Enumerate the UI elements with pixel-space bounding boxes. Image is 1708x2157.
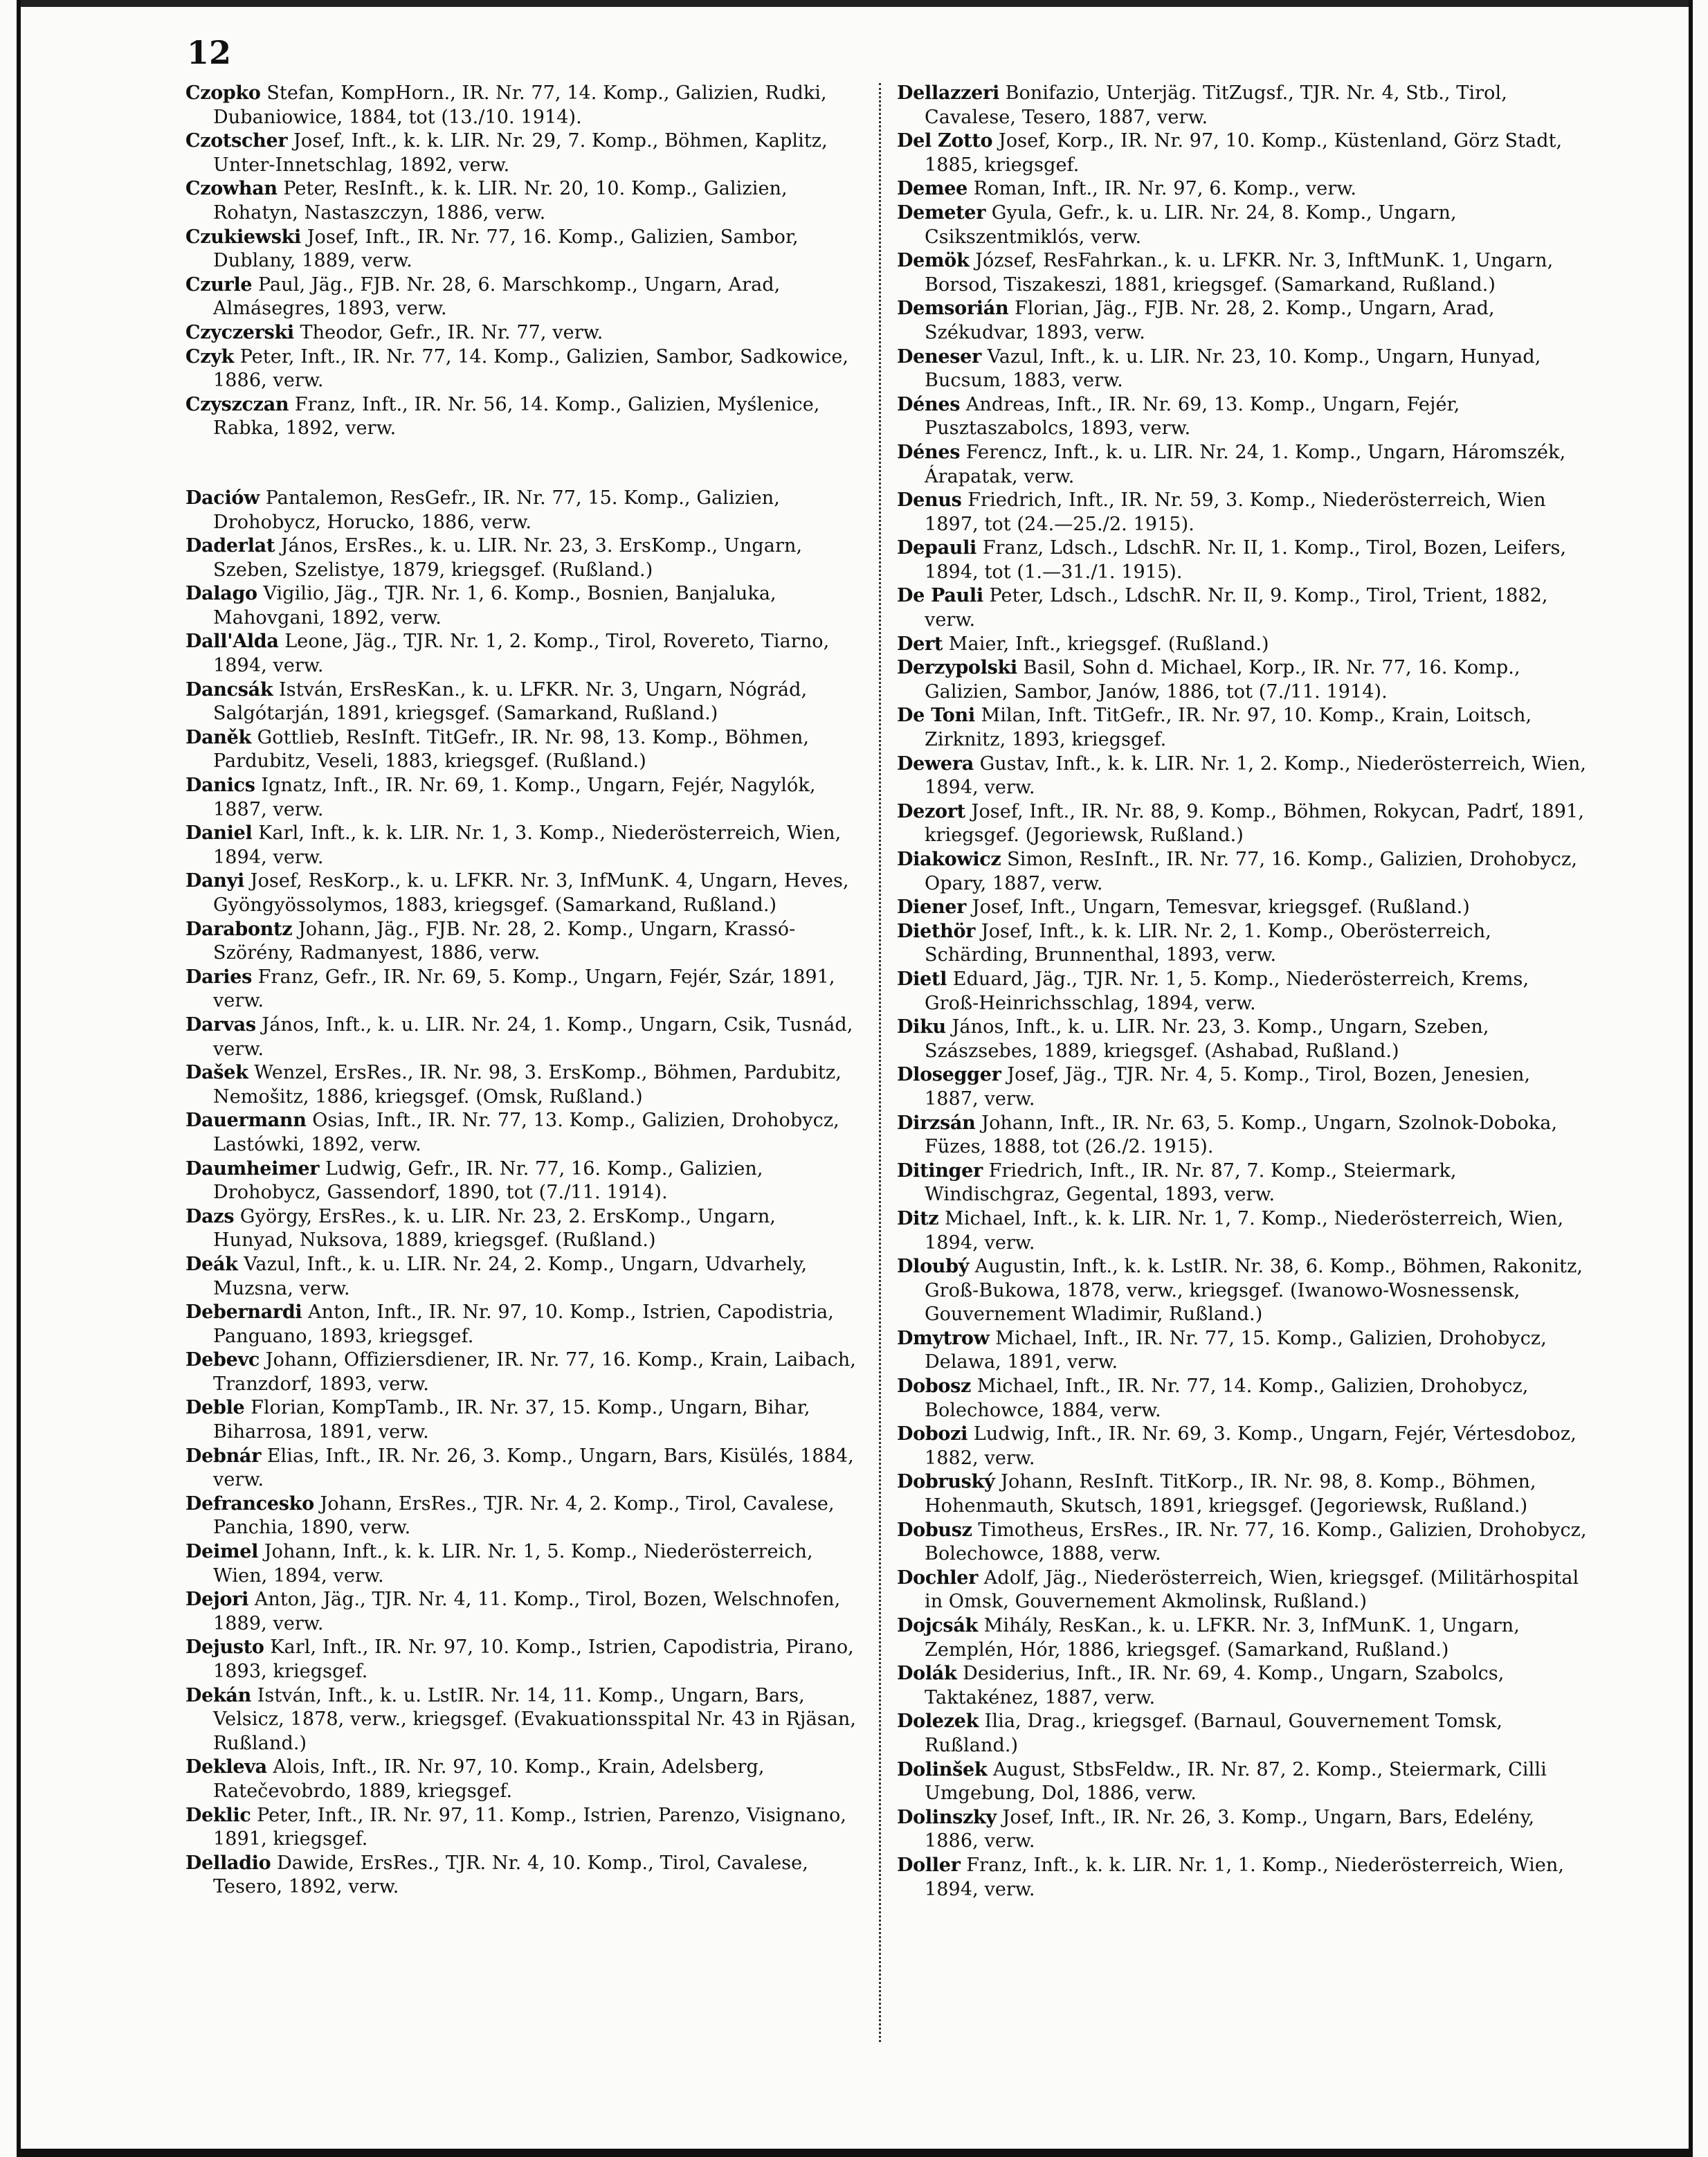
entry-surname: Czyszczan (185, 393, 289, 415)
entry-surname: Daniel (185, 822, 253, 845)
entry-details: István, Inft., k. u. LstIR. Nr. 14, 11. Komp., Ungarn, Bars, Velsicz, 1878, verw., kriegsgef. (Evakuationsspital Nr. 43 in Rjäsan, Rußland.) (213, 1684, 857, 1754)
entry-surname: Denus (897, 489, 962, 512)
entry-surname: Demsorián (897, 298, 1009, 320)
entry-surname: Dalago (185, 583, 257, 605)
entry-details: Andreas, Inft., IR. Nr. 69, 13. Komp., Ungarn, Fejér, Pusztaszabolcs, 1893, verw. (925, 393, 1460, 440)
page-number: 12 (187, 34, 232, 71)
register-entry (185, 630, 860, 678)
register-entry (185, 1061, 860, 1109)
entry-surname: Dlosegger (897, 1064, 1001, 1086)
entry-details: Bonifazio, Unterjäg. TitZugsf., TJR. Nr. 4, Stb., Tirol, Cavalese, Tesero, 1887, verw. (925, 82, 1507, 128)
entry-surname: De Pauli (897, 585, 983, 607)
register-entry (897, 441, 1589, 489)
entry-surname: Delladio (185, 1852, 271, 1874)
entry-details: Peter, Inft., IR. Nr. 77, 14. Komp., Galizien, Sambor, Sadkowice, 1886, verw. (213, 345, 849, 392)
entry-surname: Darvas (185, 1013, 256, 1036)
entry-details: Desiderius, Inft., IR. Nr. 69, 4. Komp., Ungarn, Szabolcs, Taktakénez, 1887, verw. (925, 1663, 1505, 1708)
scan-border-right (1689, 0, 1693, 2157)
entry-details: Florian, Jäg., FJB. Nr. 28, 2. Komp., Ungarn, Arad, Székudvar, 1893, verw. (925, 298, 1495, 343)
entry-details: Gustav, Inft., k. k. LIR. Nr. 1, 2. Komp., Niederösterreich, Wien, 1894, verw. (925, 752, 1587, 799)
register-entry (185, 1540, 860, 1588)
entry-details: Johann, Inft., k. k. LIR. Nr. 1, 5. Komp., Niederösterreich, Wien, 1894, verw. (213, 1541, 813, 1587)
entry-surname: Dénes (897, 441, 961, 463)
entry-surname: Dolezek (897, 1711, 979, 1733)
entry-details: György, ErsRes., k. u. LIR. Nr. 23, 2. ErsKomp., Ungarn, Hunyad, Nuksova, 1889, kriegsgef. (Rußland.) (213, 1205, 776, 1252)
register-entry (185, 273, 860, 321)
register-entry (185, 1804, 860, 1852)
register-entry (897, 129, 1589, 177)
entry-surname: Dejusto (185, 1636, 264, 1659)
entry-details: Vazul, Inft., k. u. LIR. Nr. 24, 2. Komp., Ungarn, Udvarhely, Muzsna, verw. (213, 1253, 808, 1299)
entry-details: Anton, Inft., IR. Nr. 97, 10. Komp., Istrien, Capodistria, Panguano, 1893, kriegsgef. (213, 1301, 834, 1347)
entry-details: Gottlieb, ResInft. TitGefr., IR. Nr. 98, 13. Komp., Böhmen, Pardubitz, Veseli, 1883, kriegsgef. (Rußland.) (213, 726, 809, 773)
register-entry (897, 800, 1589, 848)
entry-details: Osias, Inft., IR. Nr. 77, 13. Komp., Galizien, Drohobycz, Lastówki, 1892, verw. (213, 1110, 839, 1155)
register-entry (185, 82, 860, 129)
register-entry (897, 82, 1589, 129)
register-entry (897, 656, 1589, 704)
register-entry (897, 1207, 1589, 1255)
entry-surname: Dekán (185, 1684, 251, 1706)
register-entry (897, 920, 1589, 968)
entry-surname: Diku (897, 1016, 946, 1038)
entry-details: Franz, Gefr., IR. Nr. 69, 5. Komp., Ungarn, Fejér, Szár, 1891, verw. (213, 966, 835, 1012)
entry-surname: Czotscher (185, 130, 288, 152)
register-entry (897, 704, 1589, 752)
entry-surname: Czurle (185, 273, 253, 296)
register-entry (897, 1519, 1589, 1567)
entry-surname: Dolák (897, 1663, 957, 1685)
register-entry (185, 918, 860, 966)
register-entry (897, 1159, 1589, 1207)
register-entry (897, 1112, 1589, 1159)
register-entry (185, 1588, 860, 1636)
entry-details: Theodor, Gefr., IR. Nr. 77, verw. (293, 321, 603, 343)
register-entry (897, 584, 1589, 632)
register-entry (897, 1255, 1589, 1327)
entry-details: Johann, Offiziersdiener, IR. Nr. 77, 16. Komp., Krain, Laibach, Tranzdorf, 1893, verw. (213, 1349, 856, 1395)
entry-surname: Dert (897, 633, 943, 655)
entry-surname: Dietl (897, 968, 947, 990)
entry-surname: Deklic (185, 1804, 251, 1826)
register-entry (185, 582, 860, 630)
section-gap (185, 441, 860, 487)
entry-details: Basil, Sohn d. Michael, Korp., IR. Nr. 77, 16. Komp., Galizien, Sambor, Janów, 1886, tot (7./11. 1914). (925, 657, 1520, 703)
register-entry (185, 1348, 860, 1396)
register-entry (185, 1301, 860, 1348)
entry-surname: Dejori (185, 1589, 249, 1611)
left-column (185, 82, 860, 1899)
entry-surname: Czopko (185, 82, 261, 104)
entry-surname: Debnár (185, 1445, 262, 1467)
entry-details: Alois, Inft., IR. Nr. 97, 10. Komp., Krain, Adelsberg, Ratečevobrdo, 1889, kriegsgef. (213, 1756, 765, 1802)
entry-surname: Dazs (185, 1205, 235, 1227)
register-entry (897, 752, 1589, 800)
entry-surname: Dolinszky (897, 1806, 997, 1828)
scan-border-top (17, 0, 1693, 7)
entry-details: Mihály, ResKan., k. u. LFKR. Nr. 3, InfMunK. 1, Ungarn, Zemplén, Hór, 1886, kriegsgef. (Samarkand, Rußland.) (925, 1615, 1520, 1661)
register-entry (185, 345, 860, 393)
entry-surname: Dobruský (897, 1471, 995, 1493)
entry-surname: Dewera (897, 752, 974, 775)
entry-details: Vigilio, Jäg., TJR. Nr. 1, 6. Komp., Bosnien, Banjaluka, Mahovgani, 1892, verw. (213, 583, 776, 629)
entry-surname: Czyczerski (185, 321, 294, 343)
register-entry (897, 1806, 1589, 1854)
entry-details: Peter, ResInft., k. k. LIR. Nr. 20, 10. Komp., Galizien, Rohatyn, Nastaszczyn, 1886, verw. (213, 178, 788, 224)
register-entry (897, 393, 1589, 441)
entry-surname: Derzypolski (897, 657, 1017, 679)
register-entry (185, 487, 860, 534)
entry-details: Anton, Jäg., TJR. Nr. 4, 11. Komp., Tirol, Bozen, Welschnofen, 1889, verw. (213, 1589, 841, 1634)
register-entry (185, 774, 860, 822)
register-entry (185, 226, 860, 273)
register-entry (897, 896, 1589, 920)
entry-details: Franz, Inft., IR. Nr. 56, 14. Komp., Galizien, Myślenice, Rabka, 1892, verw. (213, 393, 820, 440)
entry-details: Josef, ResKorp., k. u. LFKR. Nr. 3, InfMunK. 4, Ungarn, Heves, Gyöngyössolymos, 1883, kriegsgef. (Samarkand, Rußland.) (213, 870, 849, 916)
register-entry (897, 1710, 1589, 1758)
scan-border-bottom (17, 2149, 1693, 2157)
entry-surname: Czowhan (185, 178, 278, 200)
register-entry (897, 968, 1589, 1016)
register-entry (185, 321, 860, 345)
entry-details: János, Inft., k. u. LIR. Nr. 23, 3. Komp., Ungarn, Szeben, Szászsebes, 1889, kriegsgef. (Ashabad, Rußland.) (925, 1016, 1489, 1062)
entry-surname: Ditz (897, 1207, 939, 1229)
register-entry (897, 249, 1589, 297)
entry-details: Stefan, KompHorn., IR. Nr. 77, 14. Komp., Galizien, Rudki, Dubaniowice, 1884, tot (13./10. 1914). (213, 82, 827, 128)
entry-surname: Ditinger (897, 1159, 983, 1182)
register-entry (897, 1854, 1589, 1902)
entry-details: Josef, Inft., IR. Nr. 26, 3. Komp., Ungarn, Bars, Edelény, 1886, verw. (925, 1806, 1535, 1852)
entry-details: Eduard, Jäg., TJR. Nr. 1, 5. Komp., Niederösterreich, Krems, Groß-Heinrichsschlag, 1894, verw. (925, 968, 1529, 1014)
register-entry (897, 1567, 1589, 1614)
entry-surname: Defrancesko (185, 1492, 314, 1515)
entry-details: Josef, Inft., k. k. LIR. Nr. 2, 1. Komp., Oberösterreich, Schärding, Brunnenthal, 1893, verw. (925, 920, 1491, 966)
entry-details: János, ErsRes., k. u. LIR. Nr. 23, 3. ErsKomp., Ungarn, Szeben, Szelistye, 1879, kriegsgef. (Rußland.) (213, 535, 803, 581)
register-entry (897, 536, 1589, 584)
entry-surname: Deble (185, 1397, 245, 1419)
entry-details: János, Inft., k. u. LIR. Nr. 24, 1. Komp., Ungarn, Csik, Tusnád, verw. (213, 1013, 853, 1060)
register-entry (185, 177, 860, 225)
entry-surname: Darabontz (185, 918, 293, 940)
register-entry (185, 1013, 860, 1061)
register-entry (185, 869, 860, 917)
entry-details: Elias, Inft., IR. Nr. 26, 3. Komp., Ungarn, Bars, Kisülés, 1884, verw. (213, 1445, 854, 1491)
entry-surname: De Toni (897, 705, 975, 727)
entry-surname: Dobozi (897, 1423, 968, 1445)
entry-surname: Dmytrow (897, 1327, 990, 1349)
register-entry (185, 393, 860, 441)
entry-surname: Dojcsák (897, 1615, 978, 1636)
entry-details: Michael, Inft., IR. Nr. 77, 14. Komp., Galizien, Drohobycz, Bolechowce, 1884, verw. (925, 1375, 1529, 1421)
entry-details: Milan, Inft. TitGefr., IR. Nr. 97, 10. Komp., Krain, Loitsch, Zirknitz, 1893, kriegsgef. (925, 705, 1532, 751)
register-entry (897, 177, 1589, 201)
register-entry (897, 848, 1589, 896)
entry-details: Franz, Inft., k. k. LIR. Nr. 1, 1. Komp., Niederösterreich, Wien, 1894, verw. (925, 1854, 1565, 1900)
register-entry (897, 489, 1589, 536)
entry-details: Michael, Inft., IR. Nr. 77, 15. Komp., Galizien, Drohobycz, Delawa, 1891, verw. (925, 1327, 1547, 1373)
entry-details: Karl, Inft., k. k. LIR. Nr. 1, 3. Komp., Niederösterreich, Wien, 1894, verw. (213, 822, 842, 868)
entry-details: Roman, Inft., IR. Nr. 97, 6. Komp., verw. (967, 178, 1357, 200)
entry-details: Johann, Inft., IR. Nr. 63, 5. Komp., Ungarn, Szolnok-Doboka, Füzes, 1888, tot (26./2. 1915). (925, 1112, 1558, 1158)
entry-details: August, StbsFeldw., IR. Nr. 87, 2. Komp., Steiermark, Cilli Umgebung, Dol, 1886, verw. (925, 1758, 1547, 1805)
entry-details: Josef, Inft., k. k. LIR. Nr. 29, 7. Komp., Böhmen, Kaplitz, Unter-Innetschlag, 1892, verw. (213, 130, 828, 176)
entry-surname: Dancsák (185, 678, 273, 701)
entry-details: Karl, Inft., IR. Nr. 97, 10. Komp., Istrien, Capodistria, Pirano, 1893, kriegsgef. (213, 1636, 854, 1682)
entry-surname: Demök (897, 250, 970, 272)
entry-details: Friedrich, Inft., IR. Nr. 59, 3. Komp., Niederösterreich, Wien 1897, tot (24.—25./2. 1915). (925, 489, 1546, 535)
entry-details: Timotheus, ErsRes., IR. Nr. 77, 16. Komp., Galizien, Drohobycz, Bolechowce, 1888, verw. (925, 1519, 1587, 1565)
entry-surname: Demee (897, 178, 968, 200)
entry-details: Josef, Jäg., TJR. Nr. 4, 5. Komp., Tirol, Bozen, Jenesien, 1887, verw. (925, 1064, 1531, 1110)
entry-details: Peter, Inft., IR. Nr. 97, 11. Komp., Istrien, Parenzo, Visignano, 1891, kriegsgef. (213, 1804, 846, 1850)
entry-surname: Deák (185, 1253, 238, 1275)
entry-surname: Diakowicz (897, 849, 1001, 870)
register-entry (185, 1157, 860, 1205)
register-entry (185, 966, 860, 1013)
entry-details: Pantalemon, ResGefr., IR. Nr. 77, 15. Komp., Galizien, Drohobycz, Horucko, 1886, verw. (213, 487, 780, 533)
entry-surname: Dloubý (897, 1256, 970, 1278)
register-entry (897, 1758, 1589, 1806)
entry-surname: Dauermann (185, 1110, 307, 1132)
register-entry (897, 345, 1589, 393)
entry-details: Josef, Korp., IR. Nr. 97, 10. Komp., Küstenland, Görz Stadt, 1885, kriegsgef. (925, 130, 1563, 176)
register-entry (185, 534, 860, 582)
entry-surname: Dellazzeri (897, 82, 999, 104)
entry-details: Paul, Jäg., FJB. Nr. 28, 6. Marschkomp., Ungarn, Arad, Almásegres, 1893, verw. (213, 273, 781, 320)
entry-surname: Dall'Alda (185, 631, 279, 653)
entry-surname: Dezort (897, 800, 965, 822)
register-entry (185, 1396, 860, 1444)
entry-details: Vazul, Inft., k. u. LIR. Nr. 23, 10. Komp., Ungarn, Hunyad, Bucsum, 1883, verw. (925, 345, 1541, 392)
entry-surname: Dochler (897, 1567, 979, 1589)
register-entry (897, 1016, 1589, 1063)
entry-details: Ludwig, Inft., IR. Nr. 69, 3. Komp., Ungarn, Fejér, Vértesdoboz, 1882, verw. (925, 1423, 1577, 1469)
entry-surname: Dekleva (185, 1756, 267, 1778)
entry-details: Josef, Inft., Ungarn, Temesvar, kriegsgef. (Rußland.) (966, 896, 1470, 919)
entry-details: Ludwig, Gefr., IR. Nr. 77, 16. Komp., Galizien, Drohobycz, Gassendorf, 1890, tot (7./11. 1914). (213, 1157, 763, 1204)
entry-details: Michael, Inft., k. k. LIR. Nr. 1, 7. Komp., Niederösterreich, Wien, 1894, verw. (925, 1207, 1564, 1254)
register-entry (185, 1756, 860, 1803)
entry-surname: Daries (185, 966, 252, 988)
entry-surname: Diener (897, 896, 967, 919)
scan-border-left (17, 0, 21, 2157)
register-entry (185, 678, 860, 726)
register-entry (185, 1253, 860, 1301)
entry-details: Maier, Inft., kriegsgef. (Rußland.) (943, 633, 1269, 655)
entry-details: Adolf, Jäg., Niederösterreich, Wien, kriegsgef. (Militärhospital in Omsk, Gouvernement Akmolinsk, Rußland.) (925, 1567, 1579, 1613)
entry-surname: Diethör (897, 920, 976, 942)
entry-surname: Czyk (185, 345, 235, 368)
entry-surname: Del Zotto (897, 130, 993, 152)
entry-details: Dawide, ErsRes., TJR. Nr. 4, 10. Komp., Tirol, Cavalese, Tesero, 1892, verw. (213, 1852, 808, 1898)
entry-surname: Dénes (897, 393, 961, 415)
entry-surname: Dobusz (897, 1519, 972, 1541)
entry-surname: Czukiewski (185, 226, 302, 248)
entry-details: Ignatz, Inft., IR. Nr. 69, 1. Komp., Ungarn, Fejér, Nagylók, 1887, verw. (213, 775, 816, 820)
entry-surname: Deneser (897, 345, 981, 368)
entry-details: Simon, ResInft., IR. Nr. 77, 16. Komp., Galizien, Drohobycz, Opary, 1887, verw. (925, 849, 1578, 894)
register-entry (185, 1492, 860, 1540)
entry-surname: Daciów (185, 487, 260, 509)
entry-details: Augustin, Inft., k. k. LstIR. Nr. 38, 6. Komp., Böhmen, Rakonitz, Groß-Bukowa, 1878, verw., kriegsgef. (Iwanowo-Wosnessensk, Gouvernement Wladimir, Rußland.) (925, 1256, 1583, 1326)
entry-surname: Dašek (185, 1062, 248, 1084)
entry-details: Josef, Inft., IR. Nr. 88, 9. Komp., Böhmen, Rokycan, Padrť, 1891, kriegsgef. (Jegoriewsk, Rußland.) (925, 800, 1585, 847)
entry-surname: Debernardi (185, 1301, 302, 1324)
entry-surname: Daderlat (185, 535, 275, 557)
entry-surname: Danics (185, 775, 255, 797)
register-entry (185, 726, 860, 774)
column-divider (879, 83, 881, 2042)
entry-surname: Dolinšek (897, 1758, 988, 1780)
register-entry (185, 1205, 860, 1253)
register-entry (897, 1327, 1589, 1375)
entry-details: Johann, ResInft. TitKorp., IR. Nr. 98, 8. Komp., Böhmen, Hohenmauth, Skutsch, 1891, kriegsgef. (Jegoriewsk, Rußland.) (925, 1471, 1536, 1517)
register-entry (897, 1063, 1589, 1111)
entry-details: Johann, ErsRes., TJR. Nr. 4, 2. Komp., Tirol, Cavalese, Panchia, 1890, verw. (213, 1492, 835, 1539)
entry-details: József, ResFahrkan., k. u. LFKR. Nr. 3, InftMunK. 1, Ungarn, Borsod, Tiszakeszi, 1881, kriegsgef. (Samarkand, Rußland.) (925, 250, 1554, 296)
register-entry (897, 297, 1589, 345)
entry-surname: Dirzsán (897, 1112, 976, 1134)
register-entry (897, 633, 1589, 657)
entry-surname: Depauli (897, 537, 977, 559)
register-entry (897, 1423, 1589, 1470)
register-entry (185, 1636, 860, 1684)
register-entry (897, 201, 1589, 249)
entry-surname: Debevc (185, 1349, 260, 1371)
entry-details: Ilia, Drag., kriegsgef. (Barnaul, Gouvernement Tomsk, Rußland.) (925, 1711, 1503, 1756)
entry-details: István, ErsResKan., k. u. LFKR. Nr. 3, Ungarn, Nógrád, Salgótarján, 1891, kriegsgef. (Samarkand, Rußland.) (213, 678, 808, 725)
right-column (897, 82, 1589, 1902)
entry-details: Leone, Jäg., TJR. Nr. 1, 2. Komp., Tirol, Rovereto, Tiarno, 1894, verw. (213, 631, 830, 677)
register-entry (185, 822, 860, 869)
register-entry (185, 129, 860, 177)
register-entry (897, 1614, 1589, 1662)
entry-surname: Danyi (185, 870, 244, 892)
register-entry (897, 1662, 1589, 1710)
entry-details: Josef, Inft., IR. Nr. 77, 16. Komp., Galizien, Sambor, Dublany, 1889, verw. (213, 226, 799, 272)
entry-details: Franz, Ldsch., LdschR. Nr. II, 1. Komp., Tirol, Bozen, Leifers, 1894, tot (1.—31./1. 1915). (925, 537, 1567, 583)
entry-surname: Dobosz (897, 1375, 972, 1398)
entry-details: Wenzel, ErsRes., IR. Nr. 98, 3. ErsKomp., Böhmen, Pardubitz, Nemošitz, 1886, kriegsgef. (Omsk, Rußland.) (213, 1062, 842, 1108)
entry-details: Friedrich, Inft., IR. Nr. 87, 7. Komp., Steiermark, Windischgraz, Gegental, 1893, verw. (925, 1159, 1457, 1206)
register-entry (185, 1684, 860, 1756)
entry-details: Ferencz, Inft., k. u. LIR. Nr. 24, 1. Komp., Ungarn, Háromszék, Árapatak, verw. (925, 441, 1566, 487)
entry-details: Gyula, Gefr., k. u. LIR. Nr. 24, 8. Komp., Ungarn, Csikszentmiklós, verw. (925, 201, 1457, 248)
entry-surname: Doller (897, 1854, 961, 1876)
entry-details: Florian, KompTamb., IR. Nr. 37, 15. Komp., Ungarn, Bihar, Biharrosa, 1891, verw. (213, 1397, 810, 1443)
register-entry (185, 1109, 860, 1157)
entry-surname: Daněk (185, 726, 251, 748)
entry-surname: Daumheimer (185, 1157, 320, 1180)
entry-surname: Deimel (185, 1541, 259, 1563)
register-entry (185, 1445, 860, 1492)
register-entry (185, 1852, 860, 1899)
entry-surname: Demeter (897, 201, 986, 224)
entry-details: Peter, Ldsch., LdschR. Nr. II, 9. Komp., Tirol, Trient, 1882, verw. (925, 585, 1548, 631)
entry-details: Johann, Jäg., FJB. Nr. 28, 2. Komp., Ungarn, Krassó-Szörény, Radmanyest, 1886, verw. (213, 918, 796, 964)
register-entry (897, 1470, 1589, 1518)
register-entry (897, 1375, 1589, 1423)
